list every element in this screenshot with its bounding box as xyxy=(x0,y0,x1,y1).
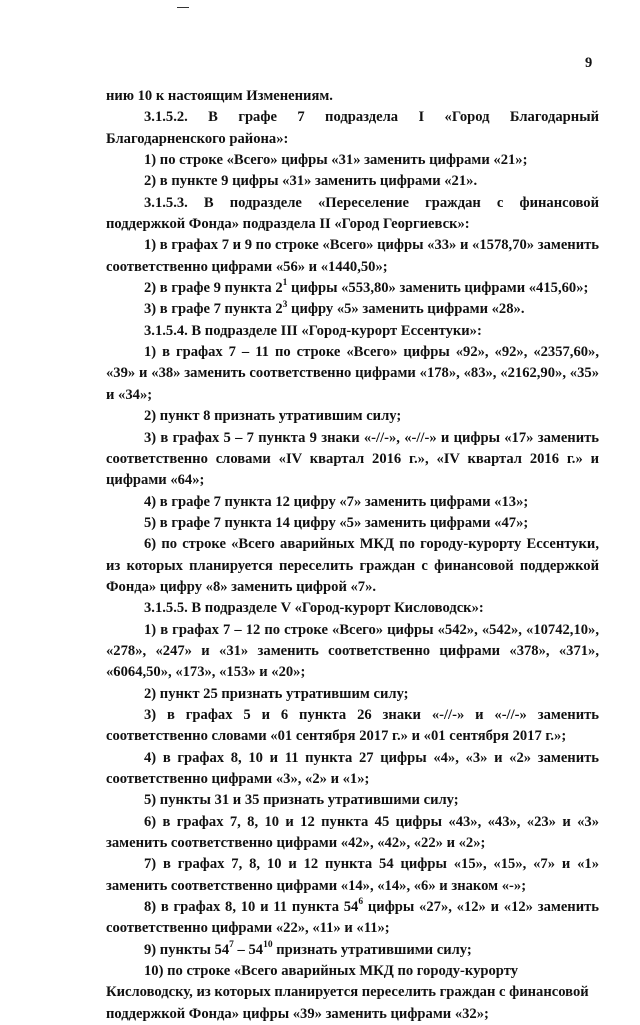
paragraph: 3.1.5.5. В подразделе V «Город-курорт Кисловодск»: xyxy=(144,600,484,617)
paragraph: 5) пункты 31 и 35 признать утратившими силу; xyxy=(144,792,459,809)
paragraph: 1) по строке «Всего» цифры «31» заменить цифрами «21»; xyxy=(144,152,528,169)
paragraph: 7) в графах 7, 8, 10 и 12 пункта 54 цифры «15», «15», «7» и «1» заменить соответственно цифрами «14», «14», «6» и знаком «-»; xyxy=(106,856,599,894)
paragraph: 1) в графах 7 и 9 по строке «Всего» цифры «33» и «1578,70» заменить соответственно цифрами «56» и «1440,50»; xyxy=(106,237,600,275)
paragraph: 6) в графах 7, 8, 10 и 12 пункта 45 цифры «43», «43», «23» и «3» заменить соответственно цифрами «42», «42», «22» и «2»; xyxy=(106,813,599,852)
paragraph: 3.1.5.2. В графе 7 подраздела I «Город Благодарный Благодарненского района»: xyxy=(106,109,599,147)
paragraph: 5) в графе 7 пункта 14 цифру «5» заменить цифрами «47»; xyxy=(144,514,529,531)
paragraph: нию 10 к настоящим Изменениям. xyxy=(106,88,333,104)
paragraph: 3.1.5.3. В подразделе «Переселение граждан с финансовой поддержкой Фонда» подраздела II «Город Георгиевск»: xyxy=(106,194,599,233)
paragraph: 1) в графах 7 – 11 по строке «Всего» цифры «92», «92», «2357,60», «39» и «38» заменить соответственно цифрами «178», «83», «2162,90», «35» и «34»; xyxy=(106,344,599,403)
page-number: 9 xyxy=(585,55,593,71)
paragraph: 3.1.5.4. В подразделе III «Город-курорт Ессентуки»: xyxy=(144,322,482,339)
paragraph: 2) в пункте 9 цифры «31» заменить цифрами «21». xyxy=(144,173,478,190)
paragraph: 2) пункт 8 признать утратившим силу; xyxy=(144,408,402,425)
paragraph: 3) в графе 7 пункта $2^3$ цифру «5» заменить цифрами «28». xyxy=(144,299,525,318)
paragraph: 9) пункты $54^7 - 54^{10}$ признать утратившими силу; xyxy=(144,939,472,958)
paragraph: 10) по строке «Всего аварийных МКД по городу-курорту Кисловодску, из которых планируется переселить граждан с финансовой поддержкой Фонда» цифры «39» заменить цифрами «32»; xyxy=(106,963,589,1022)
top-edge-mark xyxy=(177,7,189,8)
document-body xyxy=(106,86,599,1025)
paragraph: 3) в графах 5 и 6 пункта 26 знаки «-//-» и «-//-» заменить соответственно словами «01 сентября 2017 г.» и «01 сентября 2017 г.»; xyxy=(106,706,599,745)
paragraph: 3) в графах 5 – 7 пункта 9 знаки «-//-», «-//-» и цифры «17» заменить соответственно словами «IV квартал 2016 г.», «IV квартал 2016 г.» и цифрами «64»; xyxy=(106,429,599,489)
paragraph: 1) в графах 7 – 12 по строке «Всего» цифры «542», «542», «10742,10», «278», «247» и «31» заменить соответственно цифрами «378», «371», «6064,50», «173», «153» и «20»; xyxy=(106,621,599,681)
paragraph: 4) в графе 7 пункта 12 цифру «7» заменить цифрами «13»; xyxy=(144,493,529,510)
paragraph: 2) пункт 25 признать утратившим силу; xyxy=(144,685,409,702)
paragraph: 8) в графах 8, 10 и 11 пункта $54^6$ цифры «27», «12» и «12» заменить соответственно цифрами «22», «11» и «11»; xyxy=(106,897,600,937)
paragraph: 6) по строке «Всего аварийных МКД по городу-курорту Ессентуки, из которых планируется переселить граждан с финансовой поддержкой Фонда» цифру «8» заменить цифрой «7». xyxy=(106,536,599,595)
paragraph: 4) в графах 8, 10 и 11 пункта 27 цифры «4», «3» и «2» заменить соответственно цифрами «3», «2» и «1»; xyxy=(106,749,599,787)
paragraph: 2) в графе 9 пункта $2^1$ цифры «553,80» заменить цифрами «415,60»; xyxy=(144,278,589,297)
